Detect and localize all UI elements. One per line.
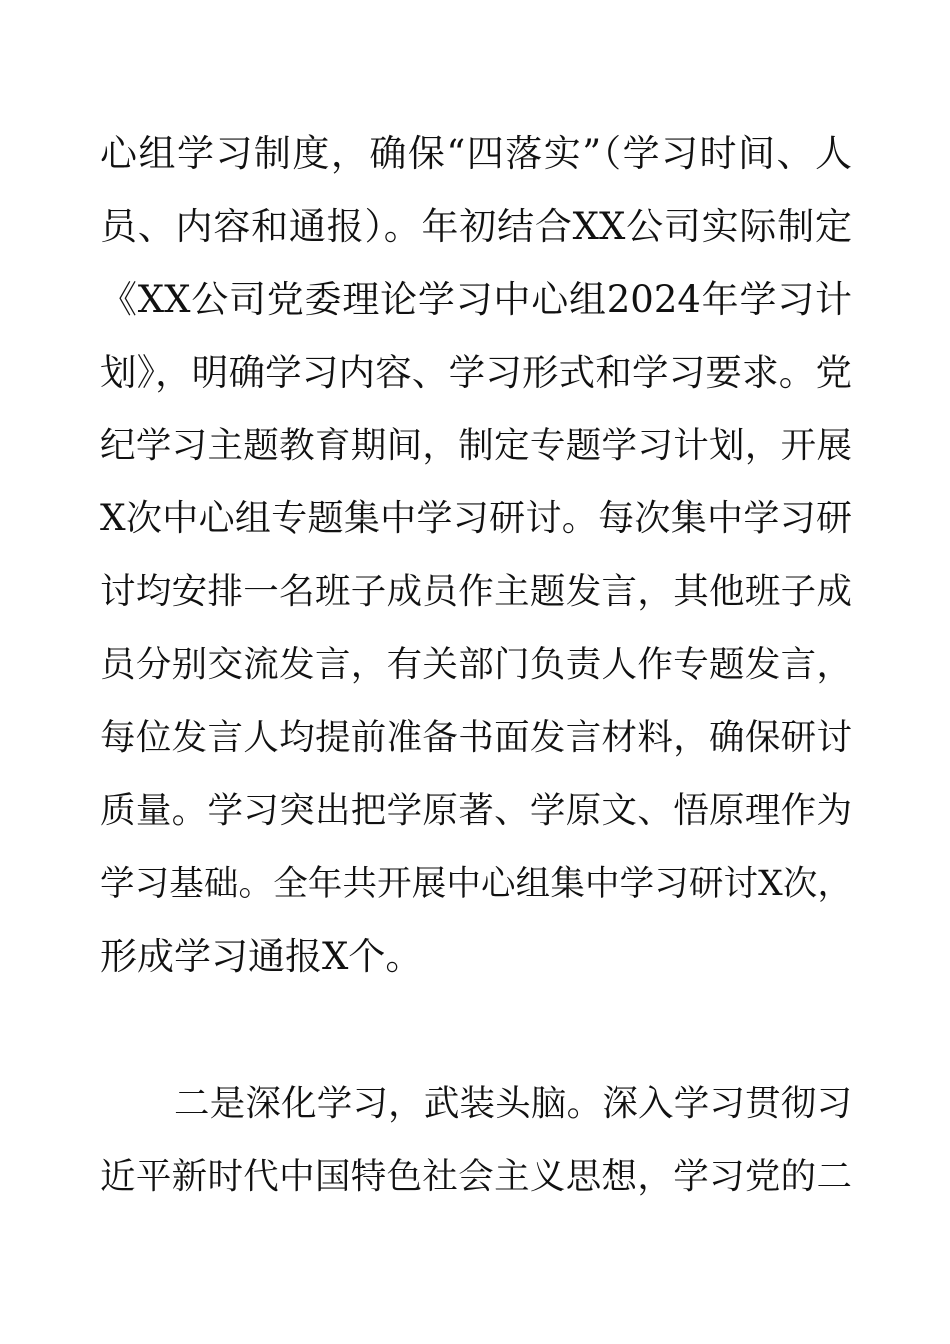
paragraph-1-line-6: X次中心组专题集中学习研讨。每次集中学习研 <box>100 498 852 539</box>
paragraph-1-line-4: 划》，明确学习内容、学习形式和学习要求。党 <box>100 351 852 394</box>
paragraph-1-line-5: 纪学习主题教育期间，制定专题学习计划，开展 <box>100 425 852 466</box>
paragraph-2-line-2: 近平新时代中国特色社会主义思想，学习党的二 <box>100 1156 852 1197</box>
paragraph-2-line-1: 二是深化学习，武装头脑。深入学习贯彻习 <box>174 1083 852 1124</box>
paragraph-1-line-8: 员分别交流发言，有关部门负责人作专题发言， <box>100 644 852 685</box>
paragraph-1-line-3: 《XX公司党委理论学习中心组2024年学习计 <box>100 278 852 321</box>
paragraph-1-line-1: 心组学习制度，确保“四落实”（学习时间、人 <box>100 132 852 175</box>
paragraph-1-line-10: 质量。学习突出把学原著、学原文、悟原理作为 <box>100 790 852 831</box>
paragraph-1-line-7: 讨均安排一名班子成员作主题发言，其他班子成 <box>100 571 852 612</box>
paragraph-1-line-2: 员、内容和通报）。年初结合XX公司实际制定 <box>100 205 852 248</box>
paragraph-1-line-11: 学习基础。全年共开展中心组集中学习研讨X次， <box>100 864 852 904</box>
paragraph-1-line-12: 形成学习通报X个。 <box>100 935 423 978</box>
paragraph-1-line-9: 每位发言人均提前准备书面发言材料，确保研讨 <box>100 717 852 758</box>
